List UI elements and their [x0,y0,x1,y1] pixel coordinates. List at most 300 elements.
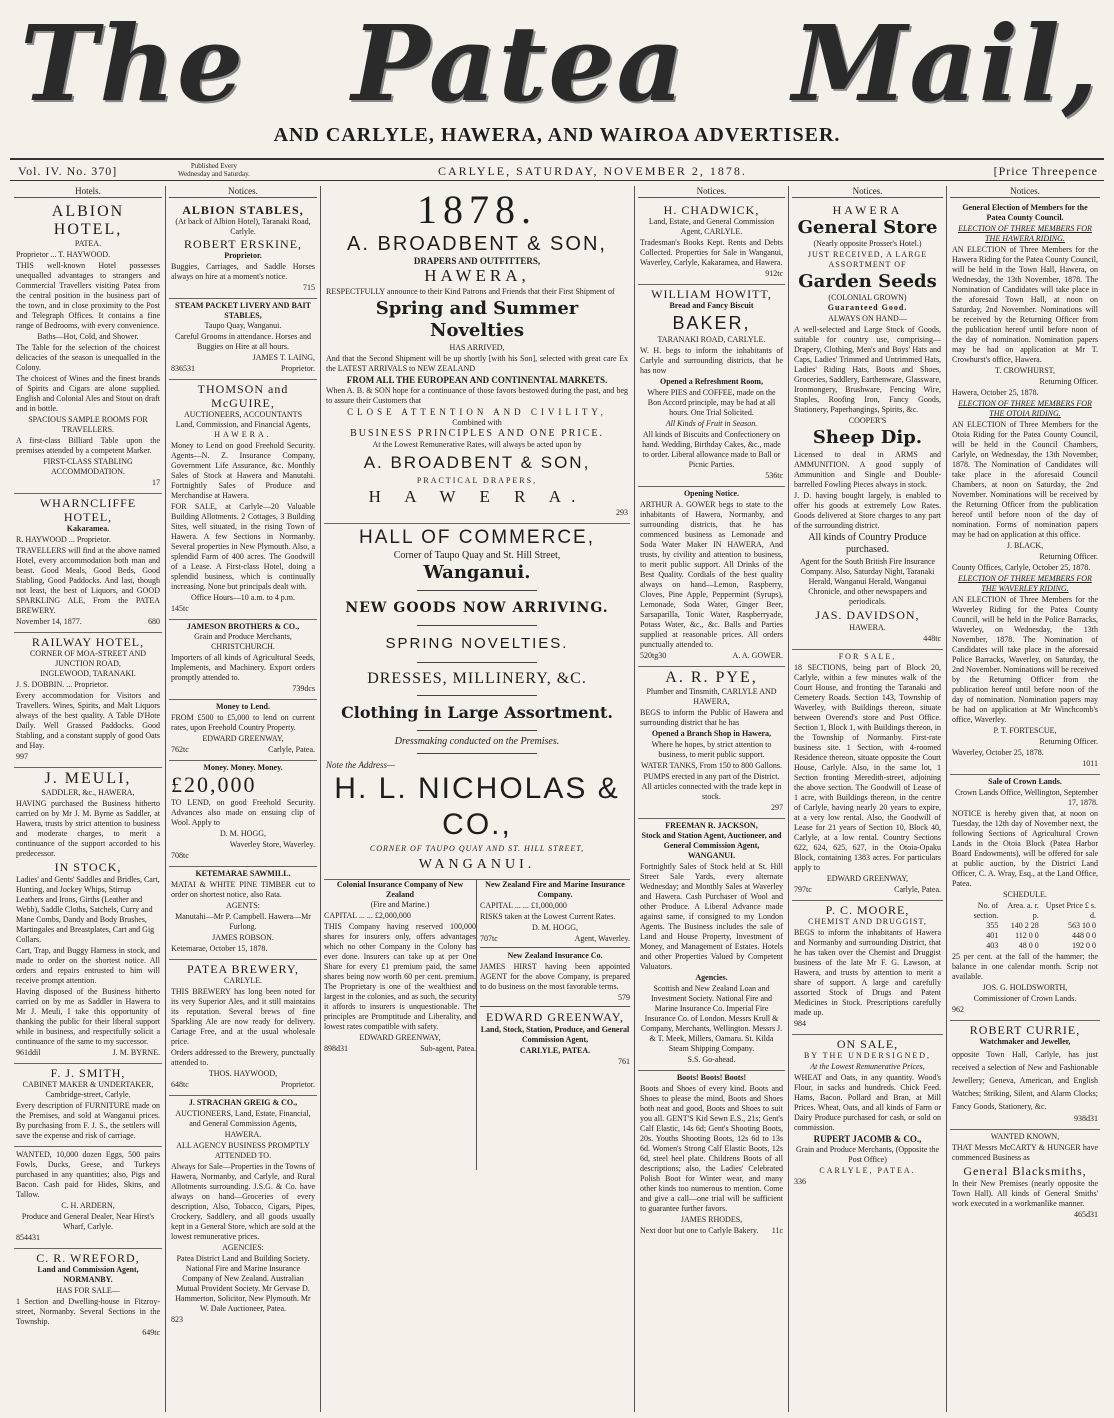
ad-body: Licensed to deal in ARMS and AMMUNITION. A good supply of Ammunition and Single and Double-barrelled Fowling Pieces always in stock. [794,450,941,489]
column-notices-6 [792,186,943,1412]
ad-title: RAILWAY HOTEL, [31,635,145,649]
ad-jacomb-on-sale [792,1035,943,1192]
ad-number: 984 [794,1019,806,1028]
ad-hogg-money [169,761,317,867]
ad-title: JAMESON BROTHERS & CO., [186,622,300,631]
ad-line: Combined with [452,418,502,427]
ad-title: PATEA BREWERY, [186,962,300,976]
ad-body: JAMES HIRST having been appointed AGENT for the above Company, is prepared to do business on the most favorable terms. [480,962,630,991]
ad-body: Where he hopes, by strict attention to business, to merit public support. [651,740,772,759]
ad-signature: EDWARD GREENWAY, [359,1033,441,1042]
ad-place: PATEA. [74,239,102,248]
price: [Price Threepence [993,164,1098,178]
ad-title: General Store [797,217,938,238]
ad-place: H A W E R A. [368,487,586,506]
ad-body: FROM £500 to £5,000 to lend on current rates, upon Freehold Country Property. [171,713,315,732]
ad-title: ON SALE, [836,1037,899,1051]
ad-patea-brewery [169,960,317,1096]
ad-place: INGLEWOOD, TARANAKI. [40,669,136,678]
ad-line: HAS ARRIVED, [449,343,505,352]
ad-moore-chemist [792,901,943,1035]
ad-signature-row [171,364,315,374]
ad-title: HALL OF COMMERCE, [359,527,595,548]
ad-line: Proprietor. [224,251,262,260]
ad-line: FROM ALL THE EUROPEAN AND CONTINENTAL MARKETS. [346,375,608,385]
table-cell: 355 [986,921,999,930]
ad-body: 1 Section and Dwelling-house in Fitzroy-street, Normanby. Several Sections in the Township. [16,1297,160,1326]
ad-title: Colonial Insurance Company of New Zealand [336,880,464,899]
ad-place: Taupo Quay, Wanganui. [204,321,282,330]
ad-title: EDWARD GREENWAY, [485,1010,624,1024]
ad-body: Fortnightly Sales of Stock held at St. Hill Street Sale Yards, every alternate Wednesday; and Monthly Sales at Waverley and Hawera. Cash Purchaser of Wool and other Produce. A Liberal Advance made against same, if consigned to my London Agents. The Business includes the sale of Land and House Property, Investment of Money, and Management of Estates. Hotels and other Properties Valued by Competent Valuators. [640,862,783,971]
ad-title: H. CHADWICK, [663,203,760,217]
ad-signature-row [16,1048,160,1058]
ad-title: A. BROADBENT & SON, [347,233,607,255]
ad-sub: AUCTIONEERS, ACCOUNTANTS [183,410,303,419]
ad-line: At the Lowest Remunerative Prices, [810,1062,925,1071]
ad-line: Dressmaking conducted on the Premises. [394,736,560,747]
ad-signature-row [171,745,315,755]
ad-number: 648tc [171,1080,189,1089]
table-cell: 112 0 0 [1015,931,1039,940]
ad-body: WANTED, 10,000 dozen Eggs, 500 pairs Fowls, Ducks, Geese, and Turkeys purchased in any quantities; also, Pigs and Bacon. Cash paid for Hides, Skins, and Tallow. [16,1150,160,1199]
ad-body: ARTHUR A. GOWER begs to state to the inhabitants of Hawera, Normanby, and surrounding districts, that he has commenced business as Lemonade and Soda Water Maker IN HAWERA, And trusts, by civility and attention to business, to merit public support. All Drinks of the Best Quality. Cordials of the best quality always on hand—Lemon, Raspberry, Cloves, Pine Apple, Peppermint (Syrups), Lemonade, Soda Water, Ginger Beer, Sarsaparilla, Tonic Water, Raspberryade, Potass Water, &c., &c. Balls and Parties supplied at reasonable prices. All orders punctually attended to. [640,500,783,649]
ad-body: Having disposed of the Business hitherto carried on by me as Saddler in Hawera to Mr J. Meuli, I take this opportunity of thanking the public for their liberal support while in business, and respectfully solicit a continuance of the same to my successor. [16,987,160,1046]
masthead [0,0,1114,180]
ad-headline: Garden Seeds [798,271,937,292]
ad-title: A. R. PYE, [665,669,758,686]
ad-place: CARLYLE, PATEA. [519,1046,591,1055]
column-header: Notices. [638,186,785,198]
ad-number: 1011 [1082,759,1098,768]
column-notices-7 [950,186,1100,1412]
issue-date: CARLYLE, SATURDAY, NOVEMBER 2, 1878. [438,164,747,178]
ad-proprietor: R. HAYWOOD ... Proprietor. [16,535,111,544]
ad-signature: JAMES RHODES, [680,1215,743,1224]
ad-broadbent-son [324,186,630,524]
ad-rhodes-boots [638,1071,785,1241]
ad-title: FOR SALE, [838,652,897,661]
ad-sub: (At back of Albion Hotel), Taranaki Road, Carlyle. [175,217,311,236]
ad-signature: D. M. HOGG, [532,923,578,932]
ad-line: Office Hours—10 a.m. to 4 p.m. [190,593,296,602]
ad-headline: NEW GOODS NOW ARRIVING. [345,600,609,616]
ad-line: BUSINESS PRINCIPLES AND ONE PRICE. [350,428,604,439]
published-line-2: Wednesday and Saturday. [178,170,250,178]
column-rule [946,186,947,1412]
published-note [178,162,250,178]
ad-signature: JAS. DAVIDSON, [815,608,920,622]
ad-gower-opening [638,487,785,667]
ad-number: 797tc [794,885,812,894]
ad-line: At the Lowest Remunerative Rates, will always be acted upon by [372,440,582,449]
ad-strachan-greig [169,1096,317,1330]
ad-jameson-brothers [169,620,317,700]
ad-body: TO LEND, on good Freehold Security. Advances also made on ensuing clip of Wool. Apply to [171,798,315,827]
ad-number: 11c [771,1226,783,1235]
column-notices-5 [638,186,785,1412]
ad-number: 854431 [16,1233,40,1242]
ad-sub: SADDLER, &c., HAWERA, [41,788,135,797]
ad-line: Opened a Refreshment Room, [660,377,763,386]
ad-number: 336 [794,1177,806,1186]
masthead-word-1: The [20,2,246,125]
ad-body: All kinds of Biscuits and Confectionery on hand. Wedding, Birthday Cakes, &c., made to order. Liberal allowance made to Ball or Picnic Parties. [642,430,781,469]
ad-number: 912tc [765,269,783,278]
ad-body: Cart, Trap, and Buggy Harness in stock, and made to order on the shortest notice. All orders and repairs entrusted to him will receive prompt attention. [16,946,160,985]
ad-number: 520tg30 [640,651,667,660]
ad-role: Returning Officer. [1039,552,1098,561]
ad-number: 579 [618,993,630,1002]
ad-albion-hotel [14,201,162,494]
ad-line: COOPER'S [848,416,887,425]
column-rule [165,186,166,1412]
ad-colonial-insurance [324,880,477,1170]
ad-sub: (Fire and Marine.) [370,900,430,909]
ad-body: Money to Lend on good Freehold Security. Agents—N. Z. Insurance Company, Government Life Assurance, &c. Monthly Sales of Stock at Hawera and Manutahi. Fortnightly Sales of Produce and Merchandise at Hawera. [171,441,315,500]
ad-number: 961ddil [16,1048,41,1057]
ad-body: AN ELECTION of Three Members for the Otoia Riding for the Patea County Council, will be held in the Council Chambers, Carlyle, on Wednesday, the 13th November, 1878. The Nomination of Candidates will take place in the aforesaid Council Chambers, at noon on Saturday, the 2nd November. Nominations will be received by the Returning Officer from the publication hereof until before noon of the day of nomination. Forms of nomination papers may be had on application at this office. [952,420,1098,539]
ad-line: WATER TANKS, From 150 to 800 Gallons. [641,761,782,770]
ad-role: Returning Officer. [1039,377,1098,386]
ad-place: HAWERA, [424,266,530,285]
ad-number: 297 [771,803,783,812]
ad-role: Commissioner of Crown Lands. [973,994,1077,1003]
table-row [952,931,1098,941]
ad-title: Money to Lend. [216,702,270,711]
ad-number: 649tc [142,1328,160,1337]
ad-hawera-general-store [792,201,943,650]
ad-place: TARANAKI ROAD, CARLYLE. [657,335,766,344]
ad-number: 823 [171,1315,183,1324]
ad-sub: CABINET MAKER & UNDERTAKER, Cambridge-street, Carlyle. [22,1080,154,1099]
ad-number: 997 [16,752,28,761]
ad-body: RISKS taken at the Lowest Current Rates. [480,912,616,921]
ad-title: Opening Notice. [683,489,740,498]
ad-date: Waverley, October 25, 1878. [952,748,1044,757]
ad-body: J. D. having bought largely, is enabled to offer his goods at extremely Low Rates. Goods delivered at Store charges to any part of the surrounding district. [794,491,941,530]
ad-sub: Bread and Fancy Biscuit [669,301,754,310]
column-header: Notices. [792,186,943,198]
table-header-cell: Area. a. r. p. [1007,901,1039,920]
ad-title: H. L. NICHOLAS & CO., [334,772,620,841]
ad-title: THOMSON and McGUIRE, [197,382,289,410]
table-cell: 403 [986,941,999,950]
ad-title: P. C. MOORE, [825,903,910,917]
ad-sub: CORNER OF MOA-STREET AND JUNCTION ROAD, [29,649,147,668]
ad-title: J. STRACHAN GREIG & CO., [188,1098,298,1107]
ad-proprietor: Proprietor ... T. HAYWOOD. [16,250,111,259]
ad-body: Careful Grooms in attendance. Horses and Buggies on Hire at all hours. [175,332,311,351]
ad-place: CARLYLE. [223,976,263,985]
ad-sub: Crown Lands Office, Wellington, September 17, 1878. [954,788,1098,807]
ad-sub: (Nearly opposite Prosser's Hotel.) [813,239,922,248]
ad-title: F. J. SMITH, [50,1066,126,1080]
ad-headline: DRESSES, MILLINERY, &C. [367,670,587,687]
ad-wharncliffe-hotel [14,494,162,633]
ad-date-text: November 14, 1877. [16,617,82,626]
ad-signature-row [640,1226,783,1236]
ad-body: AN ELECTION of Three Members for the Waverley Riding for the Patea County Council, will be held in the Police Barracks, Waverley, on Wednesday, the 13th November, 1878. The Nomination of Candidates will take place in the aforesaid Police Barracks, Waverley, on Saturday, the 2nd November. Nominations will be received by the Returning Officer from the publication hereof until before noon of the day of nomination. Nomination papers may be had on application at Mr Winchcomb's office, Waverley. [952,595,1098,724]
ad-place: HAWERA. [224,1130,262,1139]
ad-title: Money. Money. Money. [203,763,283,772]
ad-jackson-agent [638,819,785,1071]
masthead-subtitle: AND CARLYLE, HAWERA, AND WAIROA ADVERTISER. [273,124,841,146]
ad-sub: Produce and General Dealer, Near Hirst's Wharf, Carlyle. [21,1212,155,1231]
table-cell: 448 0 0 [1072,931,1096,940]
ad-body: Where PIES and COFFEE, made on the Bon Accord principle, may be had at all hours. One Trial Solicited. [647,388,776,417]
column-header: Notices. [950,186,1100,198]
ad-body: AN ELECTION of Three Members for the Hawera Riding for the Patea County Council, will be held in the Town Hall, Hawera, on Wednesday, the 13th November, 1878. The Nomination of Candidates will take place in the aforesaid Town Hall, at noon on Saturday, 2nd November. Nominations will be received by the Returning Officer from the publication hereof until before noon of the day of nomination. Nomination papers may be had on application at Mr T. Crowhurst's office, Hawera. [952,245,1098,364]
table-header-cell: No. of section. [973,901,999,920]
ad-title: ALBION HOTEL, [51,203,125,238]
ad-body: WHEAT and Oats, in any quantity. Wood's Flour, in sacks and hundreds. Chick Feed. Hams, Bacon. Pollard and Bran, at Mill Prices. Wheat, Oats, and all kinds of Farm or Dairy Produce purchased for cash, or sold on commission. [794,1073,941,1132]
ad-sub: DRAPERS AND OUTFITTERS, [413,256,541,266]
ad-title: WANTED KNOWN, [990,1132,1060,1141]
ad-steam-packet-stables [169,299,317,380]
ad-body: Agent for the South British Fire Insurance Company. Also, Saturday Night, Taranaki Herald, Wanganui Herald, Wanganui Chronicle, and other newspapers and periodicals. [799,557,936,606]
ad-sub: ELECTION OF THREE MEMBERS FOR THE HAWERA RIDING. [958,224,1092,243]
ad-headline: BAKER, [672,313,751,333]
ad-date: Hawera, October 25, 1878. [952,388,1039,397]
column-rule [634,186,635,1412]
column-header: Hotels. [14,186,162,198]
ad-crown-lands [950,775,1100,1021]
ad-signature: EDWARD GREENWAY, [202,734,284,743]
table-row [952,941,1098,951]
ad-line: CAPITAL ... ... £2,000,000 [324,911,411,920]
ad-body: The Table for the selection of the choicest delicacies of the season is unequalled in the Colony. [16,343,160,372]
ad-body: A well-selected and Large Stock of Goods, suitable for country use, comprising— Drapery, Clothing, Men's and Boys' Hats and Caps, Ladies' Trimmed and Untrimmed Hats, Ladies' Riding Hats, Boots and Shoes, Groceries, Saddlery, Earthenware, Glassware, Ironmongery, Brushware, Fencing Wire, Staples, Roofing Iron, Fancy Goods, Stationery, Paperhangings, Spirits, &c. [794,325,941,414]
ad-body: Every accommodation for Visitors and Travellers. Wines, Spirits, and Malt Liquors always of the best quality. A Table D'Hote Daily. Well Grassed Paddocks. Good Stabling, and a constant supply of good Oats and Hay. [16,691,160,750]
ad-sub: ELECTION OF THREE MEMBERS FOR THE OTOIA RIDING. [958,399,1092,418]
ad-title: WILLIAM HOWITT, [651,287,772,301]
ad-number: 715 [303,283,315,292]
ad-title: Sale of Crown Lands. [988,777,1062,786]
ad-role: Returning Officer. [1039,737,1098,746]
ad-date: County Offices, Carlyle, October 25, 1878. [952,563,1091,572]
ad-headline: Sheep Dip. [812,427,923,448]
ad-number: 898d31 [324,1044,348,1053]
ad-signature: C. H. ARDERN, [61,1201,115,1210]
ad-signature-row [480,934,630,944]
ad-line: CLOSE ATTENTION AND CIVILITY, [347,407,607,417]
ad-number: 465d31 [1074,1210,1098,1219]
ad-headline: Spring and Summer Novelties [375,298,579,341]
ad-line: Note the Address— [326,760,395,770]
ad-signature-row [324,1044,476,1054]
ad-body: A first-class Billiard Table upon the premises attended by a competent Marker. [16,436,160,455]
divider [480,947,630,948]
ad-number: 536tc [765,471,783,480]
ad-place: CARLYLE, PATEA. [819,1166,916,1175]
ad-sub: Plumber and Tinsmith, CARLYLE AND HAWERA, [646,687,777,706]
ad-role: Sub-agent, Patea. [420,1044,476,1053]
divider [417,695,537,696]
ad-body: 18 SECTIONS, being part of Block 20, Carlyle, within a few minutes walk of the Court House, and fronting the Taranaki and Cemetery Roads. Section 143, Township of Waverley, with Buildings thereon, situate between Overend's store and Post Office. Section 1, Block 1, with Buildings thereon, in the Township of Normanby. First-rate business site. 1 Section, with 4-roomed Residence thereon, situate opposite the Court House, Carlyle. Also, in the same lot, 1 Section fronting Meredith-street, adjoining the above section. The Goodwill of Lease of 1 acre, with Buildings thereon, in the centre of Carlyle, having nearly 20 years to expire, at a very low rental. Also, the Goodwill of Lease for 21 years of Section 10, Block 40, Carlyle, at a low rental. Country Sections 622, 624, 625, 627, in the Otoia-Opaku Block, containing 1383 acres. For particulars apply to [794,663,941,872]
ad-sub: Grain and Produce Merchants, (Opposite the Post Office) [795,1145,940,1164]
ad-sub: (COLONIAL GROWN) [828,293,907,302]
ad-number: 293 [616,508,628,517]
ad-number: 762tc [171,745,189,754]
ad-signature: JAMES T. LAING, [252,353,315,362]
divider [417,730,537,731]
ad-place: Carlyle, Patea. [894,885,941,894]
ad-signature: D. M. HOGG, [220,829,266,838]
ad-year: 1878. [417,187,537,232]
ad-meuli-saddler [14,768,162,1064]
ad-sub: CHEMIST AND DRUGGIST, [808,917,927,926]
ad-body: Ladies' and Gents' Saddles and Bridles, Cart, Hunting, and Jockey Whips, Stirrup Leathers and Irons, Girths (Leather and Webb), Saddle Cloths, Satchels, Curry and Mane Combs, Dandy and Body Brushes, Martingales and Breastplates, Cart and Gig Collars. [16,875,160,944]
ad-thomson-mcguire [169,380,317,620]
volume-number: Vol. IV. No. 370] [18,164,118,178]
masthead-word-2: Patea [351,2,686,125]
ad-place: HAWERA [832,203,903,217]
ad-sub: Stock and Station Agent, Auctioneer, and General Commission Agent, WANGANUI. [641,831,782,860]
ad-greenway-for-sale [792,650,943,901]
ad-place: Wanganui. [423,562,531,583]
ad-signature: RUPERT JACOMB & CO., [813,1134,922,1144]
divider [417,590,537,591]
ad-line: JUST RECEIVED, A LARGE ASSORTMENT OF [807,250,928,269]
masthead-rule [10,158,1104,160]
ad-number: 17 [152,478,160,487]
published-line-1: Published Every [190,162,237,170]
ad-body: TRAVELLERS will find at the above named Hotel, every accommodation both man and beast. Good Meals, Good Beds, Good Stabling, Good Paddocks. And last, though not least, the best of Liquors, and GOOD SPARKLING ALE, From the PATEA BREWERY. [16,546,160,615]
ad-ardern-wanted [14,1147,162,1249]
ad-place: Kakaramea. [66,524,110,533]
ad-role: Agent, Waverley. [574,934,630,943]
ad-ketemarae-sawmill [169,867,317,960]
ad-role: Proprietor. [281,364,315,373]
ad-body: Boots and Shoes of every kind. Boots and Shoes to please the mind, Boots and Shoes both neat and good, Boots and Shoes to suit you all. GENT'S Kid Sewn E.S., 21s; Gent's Calf Elastic, 14s 6d; Gent's Shooting Boots, 20s. Youths Shooting Boots, 12s 6d to 13s 6d. Women's Strong Calf Elastic Boots, 12s 6d, steel heel plate. Childrens Boots of all descriptions; also, the Ladies' Celebrated Polish Boot for Winter wear, and many other kinds too numerous to mention. Come and give a call—one trial will be sufficient to guarantee further favors. [640,1084,783,1213]
ad-number: 962 [952,1005,964,1014]
ad-title: WHARNCLIFFE HOTEL, [39,496,137,524]
ad-title: General Election of Members for the Patea County Council. [962,203,1088,222]
ad-body: Patea District Land and Building Society. National Fire and Marine Insurance Company of New Zealand. Australian Mutual Provident Society. Mr Gervase D. Hammerton, Solicitor, New Plymouth. Mr W. Dale Auctioneer, Patea. [175,1254,311,1313]
ad-line: ALWAYS ON HAND— [828,314,907,323]
ad-line: Baths—Hot, Cold, and Shower. [37,332,139,341]
ad-amount: £20,000 [171,772,257,797]
ad-sub: Land, Estate, and General Commission Agent, CARLYLE. [648,217,775,236]
ad-body: W. H. begs to inform the inhabitants of Carlyle and surrounding districts, that he has now [640,346,783,375]
ad-body: Every description of FURNITURE made on the Premises, and sold at Wanganui prices. By purchasing from F. J. S., the settlers will save the expense and risk of carriage. [16,1101,160,1140]
ad-currie-watchmaker [950,1021,1100,1130]
ad-headline: SPRING NOVELTIES. [385,635,569,652]
ad-title: J. MEULI, [44,770,132,787]
column-notices-2 [169,186,317,1412]
table-cell: 48 0 0 [1018,941,1039,950]
dateline-rule [10,180,1104,181]
ad-title: A. BROADBENT & SON, [363,453,591,472]
ad-smith-cabinet-maker [14,1064,162,1147]
ad-signature: JAMES ROBSON. [212,933,274,942]
ad-sub: BY THE UNDERSIGNED, [803,1051,932,1060]
ad-sub: ELECTION OF THREE MEMBERS FOR THE WAVERLEY RIDING. [958,574,1092,593]
ad-line: Agencies. [695,973,728,982]
ad-signature: J. BLACK, [1006,541,1044,550]
ad-place: HAWERA. [214,430,272,439]
ad-place: WANGANUI. [418,857,536,872]
ad-place: Next door but one to Carlyle Bakery. [640,1226,759,1235]
ad-body: THAT Messrs McCARTY & HUNGER have commenced Business as [952,1143,1098,1162]
ad-title: C. R. WREFORD, [36,1251,140,1265]
ad-line: SCHEDULE. [1003,890,1047,899]
ad-line: HAS FOR SALE— [56,1286,120,1295]
ad-body: Manutahi—Mr P. Campbell. Hawera—Mr Furlong. [175,912,311,931]
ad-howitt-baker [638,285,785,487]
ad-sub: Corner of Taupo Quay and St. Hill Street, [393,550,561,561]
ad-pye-plumber [638,667,785,819]
ad-body: NOTICE is hereby given that, at noon on Tuesday, the 12th day of November next, the following Sections of Agricultural Crown Lands in the Otoia Block (Patea Harbor Board Endowments), will be offered for sale at public auction, by the District Land Officer, C. A. Wray, Esq., at the Land Office, Patea. [952,809,1098,888]
ad-number: 938d31 [1074,1114,1098,1123]
ad-hall-of-commerce [324,524,630,880]
ad-number: 739dcs [292,684,315,693]
ad-body: In their New Premises (nearly opposite the Town Hall). All kinds of General Smiths' work executed in a workmanlike manner. [952,1179,1098,1208]
ad-title: New Zealand Insurance Co. [507,951,603,960]
ad-line: AGENCIES: [222,1243,264,1252]
ad-line: Opened a Branch Shop in Hawera, [651,729,772,738]
ad-role: Proprietor. [281,1080,315,1089]
schedule-table [952,901,1098,951]
ad-proprietor: J. S. DOBBIN. ... Proprietor. [16,680,109,689]
ad-signature-row [171,1080,315,1090]
ad-sub: PRACTICAL DRAPERS, [416,476,538,485]
ad-number: 836531 [171,364,195,373]
ad-body: The choicest of Wines and the finest brands of Spirits and Cigars are alone supplied. English and Colonial Ales and Stout on draft and in bottle. [16,374,160,413]
ad-mccarty-blacksmiths [950,1130,1100,1225]
column-hotels [14,186,162,1412]
ad-line: FIRST-CLASS STABLING ACCOMMODATION. [43,457,133,476]
ad-title: STEAM PACKET LIVERY AND BAIT STABLES, [174,301,312,320]
ad-line: AGENTS: [226,901,260,910]
ad-chadwick [638,201,785,285]
ad-body: Buggies, Carriages, and Saddle Horses always on hire at a moment's notice. [171,262,315,281]
table-cell: 563 10 0 [1068,921,1096,930]
ad-name: ROBERT ERSKINE, [183,237,303,251]
ad-title: Boots! Boots! Boots! [676,1073,747,1082]
ad-body: MATAI & WHITE PINE TIMBER cut to order on shortest notice, also Rata. [171,880,315,899]
ad-sub: Land and Commission Agent, NORMANBY. [37,1265,139,1284]
ad-signature-row [640,651,783,661]
ad-number: 448tc [923,634,941,643]
divider [417,753,537,754]
ad-body: opposite Town Hall, Carlyle, has just received a selection of New and Fashionable Jewellery; Geneva, American, and English Watches; Striking, Silent, and Alarm Clocks; Fancy Goods, Stationery, &c. [952,1050,1098,1111]
ad-sub: Grain and Produce Merchants, CHRISTCHURCH. [194,632,292,651]
table-row [952,921,1098,931]
insurance-row [324,880,630,1170]
column-center-ads [324,186,630,1412]
ad-sub: AUCTIONEERS, Land, Estate, Financial, and General Commission Agents, [175,1109,311,1128]
ad-date [16,617,160,627]
ad-line: IN STOCK, [54,860,122,874]
ad-body: Importers of all kinds of Agricultural Seeds, Implements, and Machinery. Export orders promptly attended to. [171,653,315,682]
ad-sub: Land, Stock, Station, Produce, and General Commission Agent, [480,1025,630,1044]
ad-title: ALBION STABLES, [182,203,304,217]
ad-body: RESPECTFULLY announce to their Kind Patrons and Friends that their First Shipment of [326,287,615,296]
ad-place: HAWERA. [849,623,886,632]
ad-body: FOR SALE, at Carlyle—20 Valuable Building Allotments. 2 Cottages, 3 Building Sites, well situated, in the rising Town of Hawera. A few Sections in Normanby. Several properties in New Plymouth. Also, a splendid Farm of 400 acres. The Goodwill of a Lease. A First-class Hotel, doing a splendid business, which is continually increasing. None but principals dealt with. [171,502,315,591]
ad-county-election [950,201,1100,775]
divider [417,662,537,663]
column-rule [320,186,321,1412]
ad-body: And that the Second Shipment will be up shortly [with his Son], selected with great care Ex the LATEST ARRIVALS to NEW ZEALAND [326,354,628,373]
ad-body: Orders addressed to the Brewery, punctually attended to. [171,1048,315,1067]
ad-nz-fire-marine [480,880,630,1170]
ad-sub: Watchmaker and Jeweller, [979,1037,1071,1046]
column-header: Notices. [169,186,317,198]
ad-title: FREEMAN R. JACKSON, [665,821,758,830]
